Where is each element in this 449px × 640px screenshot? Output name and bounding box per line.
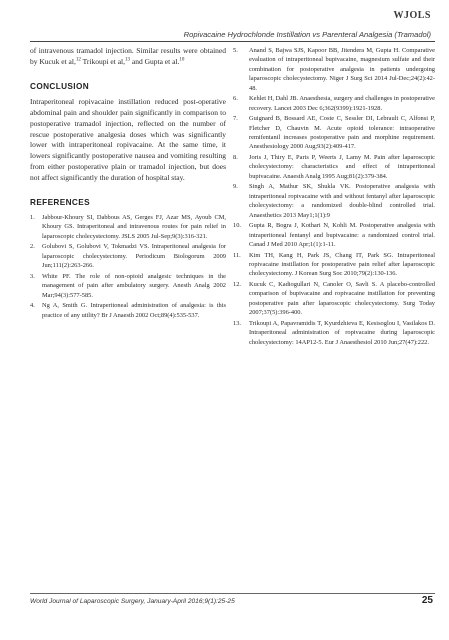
reference-number: 3. [30,272,35,280]
intro-text: of intravenous tramadol injection. Similar results were obtained by Kucuk et al, [30,46,226,66]
reference-text: Joris J, Thiry E, Paris P, Weerts J, Lamy M. Pain after laparoscopic cholecystectomy: characteristics and effect of intraperitoneal bupivacaine. Anaesth Analg 1995 Aug;81(2):379-384. [249,154,435,180]
citation-13: 13 [125,57,131,63]
right-column [233,46,435,348]
reference-item [233,46,435,93]
reference-text: Trikoupi A, Papavramidis T, Kyurdzhieva E, Kesisoglou I, Vasilakos D. Intraperitoneal administration of ropivacaine during laparoscopic cholecystectomy: 14AP12-5. Eur J Anaesthesiol 2010 Jun;27(47):222. [249,319,435,346]
footer-rule [30,593,435,594]
reference-text: Ng A, Smith G. Intraperitoneal administration of analgesia: is this practice of any utility? Br J Anaesth 2002 Oct;89(4):535-537. [42,302,226,319]
reference-item [30,301,226,320]
reference-number: 12. [233,281,241,289]
reference-number: 5. [233,47,238,54]
references-heading: REFERENCES [30,198,90,208]
intro-text-2: Trikoupi et al, [80,56,126,66]
citation-10: 10 [179,57,185,63]
reference-text: Singh A, Mathur SK, Shukla VK. Postoperative analgesia with intraperitoneal ropivacaine with and without fentanyl after laparoscopic cholecystectomy: a randomized double-blind controlled trial. Anaesthetics 2013 May1;1(1):9 [249,183,435,219]
header-rule [30,41,435,42]
reference-text: Anand S, Bajwa SJS, Kapoor BB, Jitendera M, Gupta H. Comparative evaluation of intraperitoneal bupivacaine, magnesium sulfate and their combination for postoperative analgesia in patients undergoing laparoscopic cholecystectomy. Niger J Surg Sci 2014 Jul-Dec;24(2):42-48. [249,47,435,92]
intro-paragraph [30,46,226,68]
reference-text: Golubovi S, Golubovi V, Tokmadzi VS. Intraperitoneal analgesia for laparoscopic cholecystectomy. Periodicum Biologorum 2009 Jun;111(2):263-266. [42,243,226,270]
conclusion-heading: CONCLUSION [30,81,90,91]
footer-citation: World Journal of Laparoscopic Surgery, January-April 2016;9(1):25-25 [30,598,235,605]
conclusion-paragraph: Intraperitoneal ropivacaine instillation reduced post-operative abdominal pain and shoulder pain significantly in comparison to postoperative tramadol injection, reflected on the number of rescue postoperative analgesia doses which was significantly lower with intraperitoneal ropivacaine. At the same time, it lowers significantly postoperative nausea and vomiting resulting from either postoperative plain or tramadol injection, but does not affect significantly the duration of hospital stay. [30,96,226,183]
reference-item [233,280,435,318]
citation-12: 12 [75,57,81,63]
reference-item [30,213,226,241]
reference-item [233,114,435,152]
reference-text: Jabbour-Khoury SI, Dabbous AS, Gerges FJ, Azar MS, Ayoub CM, Khoury GS. Intraperitoneal and intravenous routes for pain relief in laparoscopic cholecystectomy. JSLS 2005 Jul-Sep;9(3):316-321. [42,214,226,240]
reference-number: 7. [233,115,238,123]
reference-item [233,251,435,279]
references-list-right [233,46,435,347]
page-number: 25 [421,595,433,606]
reference-number: 2. [30,243,35,251]
reference-item [233,182,435,220]
reference-number: 11. [233,251,241,259]
reference-number: 4. [30,302,35,310]
reference-item [233,94,435,113]
reference-text: Kehlet H, Dahl JB. Anaesthesia, surgery and challenges in postoperative recovery. Lancet 2003 Dec 6;362(9399):1921-1928. [249,95,435,112]
reference-text: Guignard B, Bossard AE, Coste C, Sessler DI, Lebrault C, Alfonsi P, Fletcher D, Chauvin M. Acute opioid tolerance: intraoperative remifentanil increases postoperative pain and morphine requirement. Anesthesiology 2000 Aug;93(2):409-417. [249,115,435,151]
reference-number: 13. [233,319,241,327]
journal-abbreviation: WJOLS [393,10,431,21]
reference-item [233,153,435,181]
reference-number: 6. [233,95,238,103]
reference-number: 9. [233,183,238,191]
reference-text: Gupta R, Bogra J, Kothari N, Kohli M. Postoperative analgesia with intraperitoneal fentanyl and bupivacaine: a randomized control trial. Canad J Med 2010 Apr;1(1):1-11. [249,222,435,249]
references-list-left [30,213,226,320]
reference-number: 8. [233,154,238,162]
reference-item [233,221,435,249]
reference-number: 1. [30,214,35,222]
intro-text-3: and Gupta et al. [130,56,180,66]
reference-item [30,272,226,300]
reference-item [233,319,435,347]
reference-number: 10. [233,222,241,230]
reference-text: Kim TH, Kang H, Park JS, Chang IT, Park SG. Intraperitoneal ropivacaine instillation for postoperative pain relief after laparoscopic cholecystectomy. J Korean Surg Soc 2010;79(2):130-136. [249,251,435,278]
reference-text: White PF. The role of non-opioid analgesic techniques in the management of pain after ambulatory surgery. Anesth Analg 2002 Mar;94(3):577-585. [42,272,226,299]
left-column [30,46,226,321]
running-title: Ropivacaine Hydrochlonde Instillation vs Parenteral Analgesia (Tramadol) [183,30,431,39]
reference-item [30,242,226,270]
reference-text: Kucuk C, Kadiogullari N, Canoler O, Savli S. A placebo-controlled comparison of bupivacaine and ropivacaine instillation for preventing postoperative pain after laparoscopic cholecystectomy. Surg Today 2007;37(5):396-400. [249,281,435,317]
